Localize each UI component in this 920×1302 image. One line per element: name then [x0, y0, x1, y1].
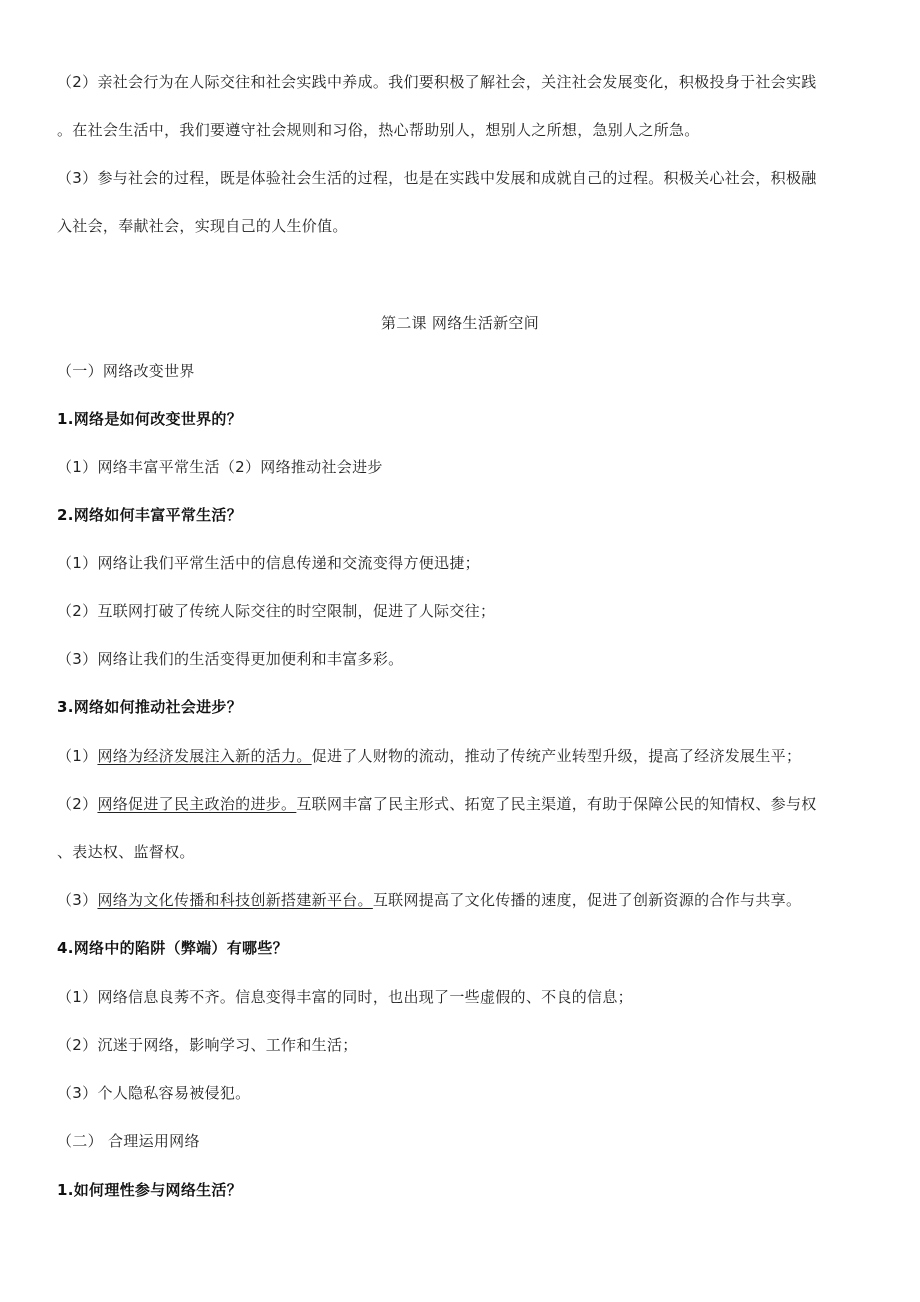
question-heading: 1.网络是如何改变世界的？: [57, 410, 243, 428]
answer-prefix: （3）: [57, 891, 98, 909]
underlined-key-point: 网络为经济发展注入新的活力。: [97, 747, 312, 765]
answer-line: [57, 890, 867, 910]
answer-line: （2）沉迷于网络，影响学习、工作和生活；: [57, 1036, 358, 1054]
lesson-title: 第二课 网络生活新空间: [380, 314, 540, 332]
section-heading-1: （一）网络改变世界: [57, 362, 195, 380]
underlined-key-point: 网络促进了民主政治的进步。: [97, 795, 297, 813]
intro-p3-line2: 入社会，奉献社会，实现自己的人生价值。: [57, 217, 348, 235]
answer-text: 互联网丰富了民主形式、拓宽了民主渠道，有助于保障公民的知情权、参与权: [296, 795, 817, 813]
answer-prefix: （1）: [57, 747, 98, 765]
question-heading: 1.如何理性参与网络生活？: [57, 1181, 243, 1199]
answer-line: （3）网络让我们的生活变得更加便利和丰富多彩。: [57, 650, 404, 668]
answer-line: （1）网络丰富平常生活（2）网络推动社会进步: [57, 458, 383, 476]
answer-line: （1）网络让我们平常生活中的信息传递和交流变得方便迅捷；: [57, 554, 480, 572]
answer-line: （1）网络信息良莠不齐。信息变得丰富的同时，也出现了一些虚假的、不良的信息；: [57, 988, 633, 1006]
question-heading: 4.网络中的陷阱（弊端）有哪些？: [57, 939, 288, 957]
underlined-key-point: 网络为文化传播和科技创新搭建新平台。: [97, 891, 373, 909]
answer-text: 促进了人财物的流动，推动了传统产业转型升级，提高了经济发展生平；: [311, 747, 802, 765]
answer-line: （2）互联网打破了传统人际交往的时空限制，促进了人际交往；: [57, 602, 496, 620]
intro-p2-line1: （2）亲社会行为在人际交往和社会实践中养成。我们要积极了解社会，关注社会发展变化，积极投身于社会实践: [57, 73, 817, 91]
answer-line-continued: 、表达权、监督权。: [57, 843, 195, 861]
question-heading: 2.网络如何丰富平常生活？: [57, 506, 243, 524]
answer-text: 互联网提高了文化传播的速度，促进了创新资源的合作与共享。: [372, 891, 802, 909]
intro-p3-line1: （3）参与社会的过程，既是体验社会生活的过程，也是在实践中发展和成就自己的过程。积极关心社会，积极融: [57, 169, 817, 187]
question-heading: 3.网络如何推动社会进步？: [57, 698, 243, 716]
answer-prefix: （2）: [57, 795, 98, 813]
answer-line: [57, 794, 867, 814]
intro-p2-line2: 。在社会生活中，我们要遵守社会规则和习俗，热心帮助别人，想别人之所想，急别人之所急。: [57, 121, 700, 139]
answer-line: [57, 746, 867, 766]
section-heading-2: （二） 合理运用网络: [57, 1132, 200, 1150]
answer-line: （3）个人隐私容易被侵犯。: [57, 1084, 251, 1102]
